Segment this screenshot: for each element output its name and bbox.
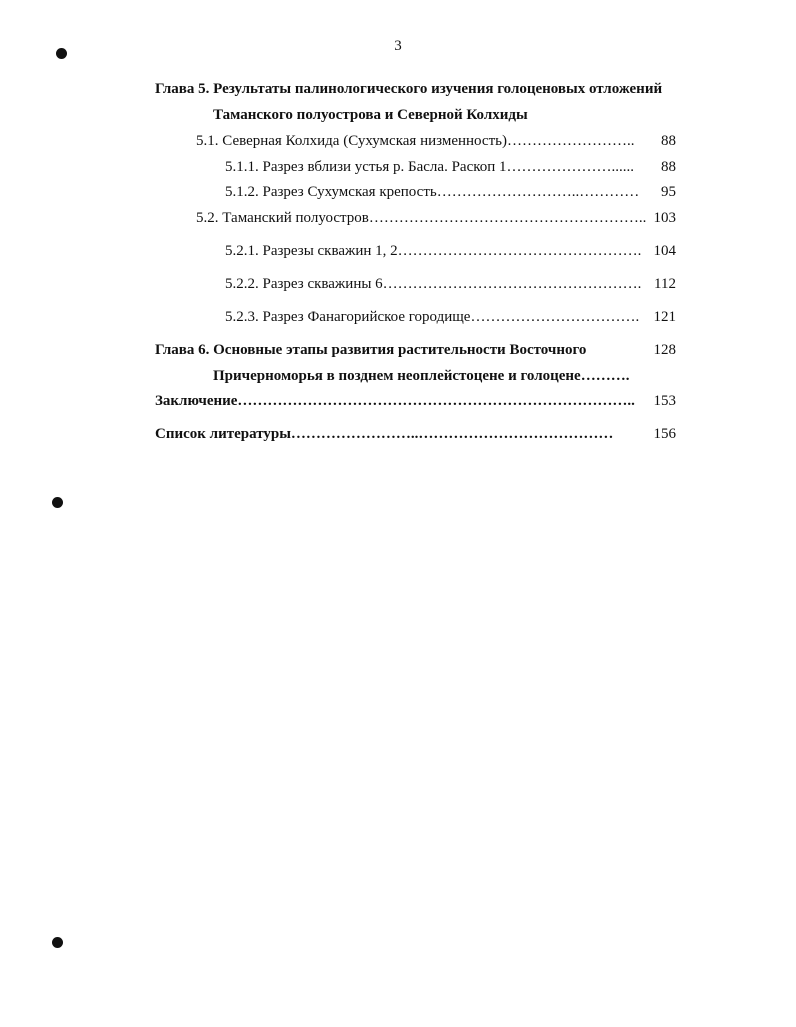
toc-references: Список литературы……………………..…………………………………: [155, 426, 614, 442]
toc-chapter-5-title-line-1: Глава 5. Результаты палинологического изучения голоценовых отложений: [155, 81, 663, 97]
punch-hole-bottom: [52, 937, 63, 948]
toc-references-page: 156: [653, 426, 676, 442]
toc-section-5-2-page: 103: [653, 210, 676, 226]
page-number: 3: [394, 38, 402, 54]
punch-hole-middle: [52, 497, 63, 508]
toc-section-5-2-1-page: 104: [653, 243, 676, 259]
toc-chapter-6-page: 128: [653, 342, 676, 358]
toc-section-5-2-2: 5.2.2. Разрез скважины 6…………………………………………….: [225, 276, 642, 292]
toc-section-5-1-2: 5.1.2. Разрез Сухумская крепость………………………..…………: [225, 184, 640, 200]
toc-conclusion: Заключение……………………………………………………………………..: [155, 393, 635, 409]
toc-conclusion-page: 153: [653, 393, 676, 409]
toc-section-5-1-1-page: 88: [661, 159, 676, 175]
toc-chapter-6-title-line-2: Причерноморья в позднем неоплейстоцене и голоцене……….: [213, 368, 630, 384]
toc-section-5-1-2-page: 95: [661, 184, 676, 200]
punch-hole-top: [56, 48, 67, 59]
toc-section-5-1-1: 5.1.1. Разрез вблизи устья р. Басла. Раскоп 1…………………......: [225, 159, 635, 175]
toc-chapter-6-title-line-1: Глава 6. Основные этапы развития растительности Восточного: [155, 342, 587, 358]
toc-section-5-1-page: 88: [661, 133, 676, 149]
toc-section-5-2-3-page: 121: [653, 309, 676, 325]
toc-section-5-2-2-page: 112: [654, 276, 676, 292]
toc-section-5-2-3: 5.2.3. Разрез Фанагорийское городище…………………………….: [225, 309, 640, 325]
toc-chapter-5-title-line-2: Таманского полуострова и Северной Колхиды: [213, 107, 528, 123]
toc-section-5-1: 5.1. Северная Колхида (Сухумская низменность)……………………..: [196, 133, 635, 149]
toc-section-5-2: 5.2. Таманский полуостров………………………………………………..: [196, 210, 647, 226]
toc-section-5-2-1: 5.2.1. Разрезы скважин 1, 2………………………………………….: [225, 243, 642, 259]
